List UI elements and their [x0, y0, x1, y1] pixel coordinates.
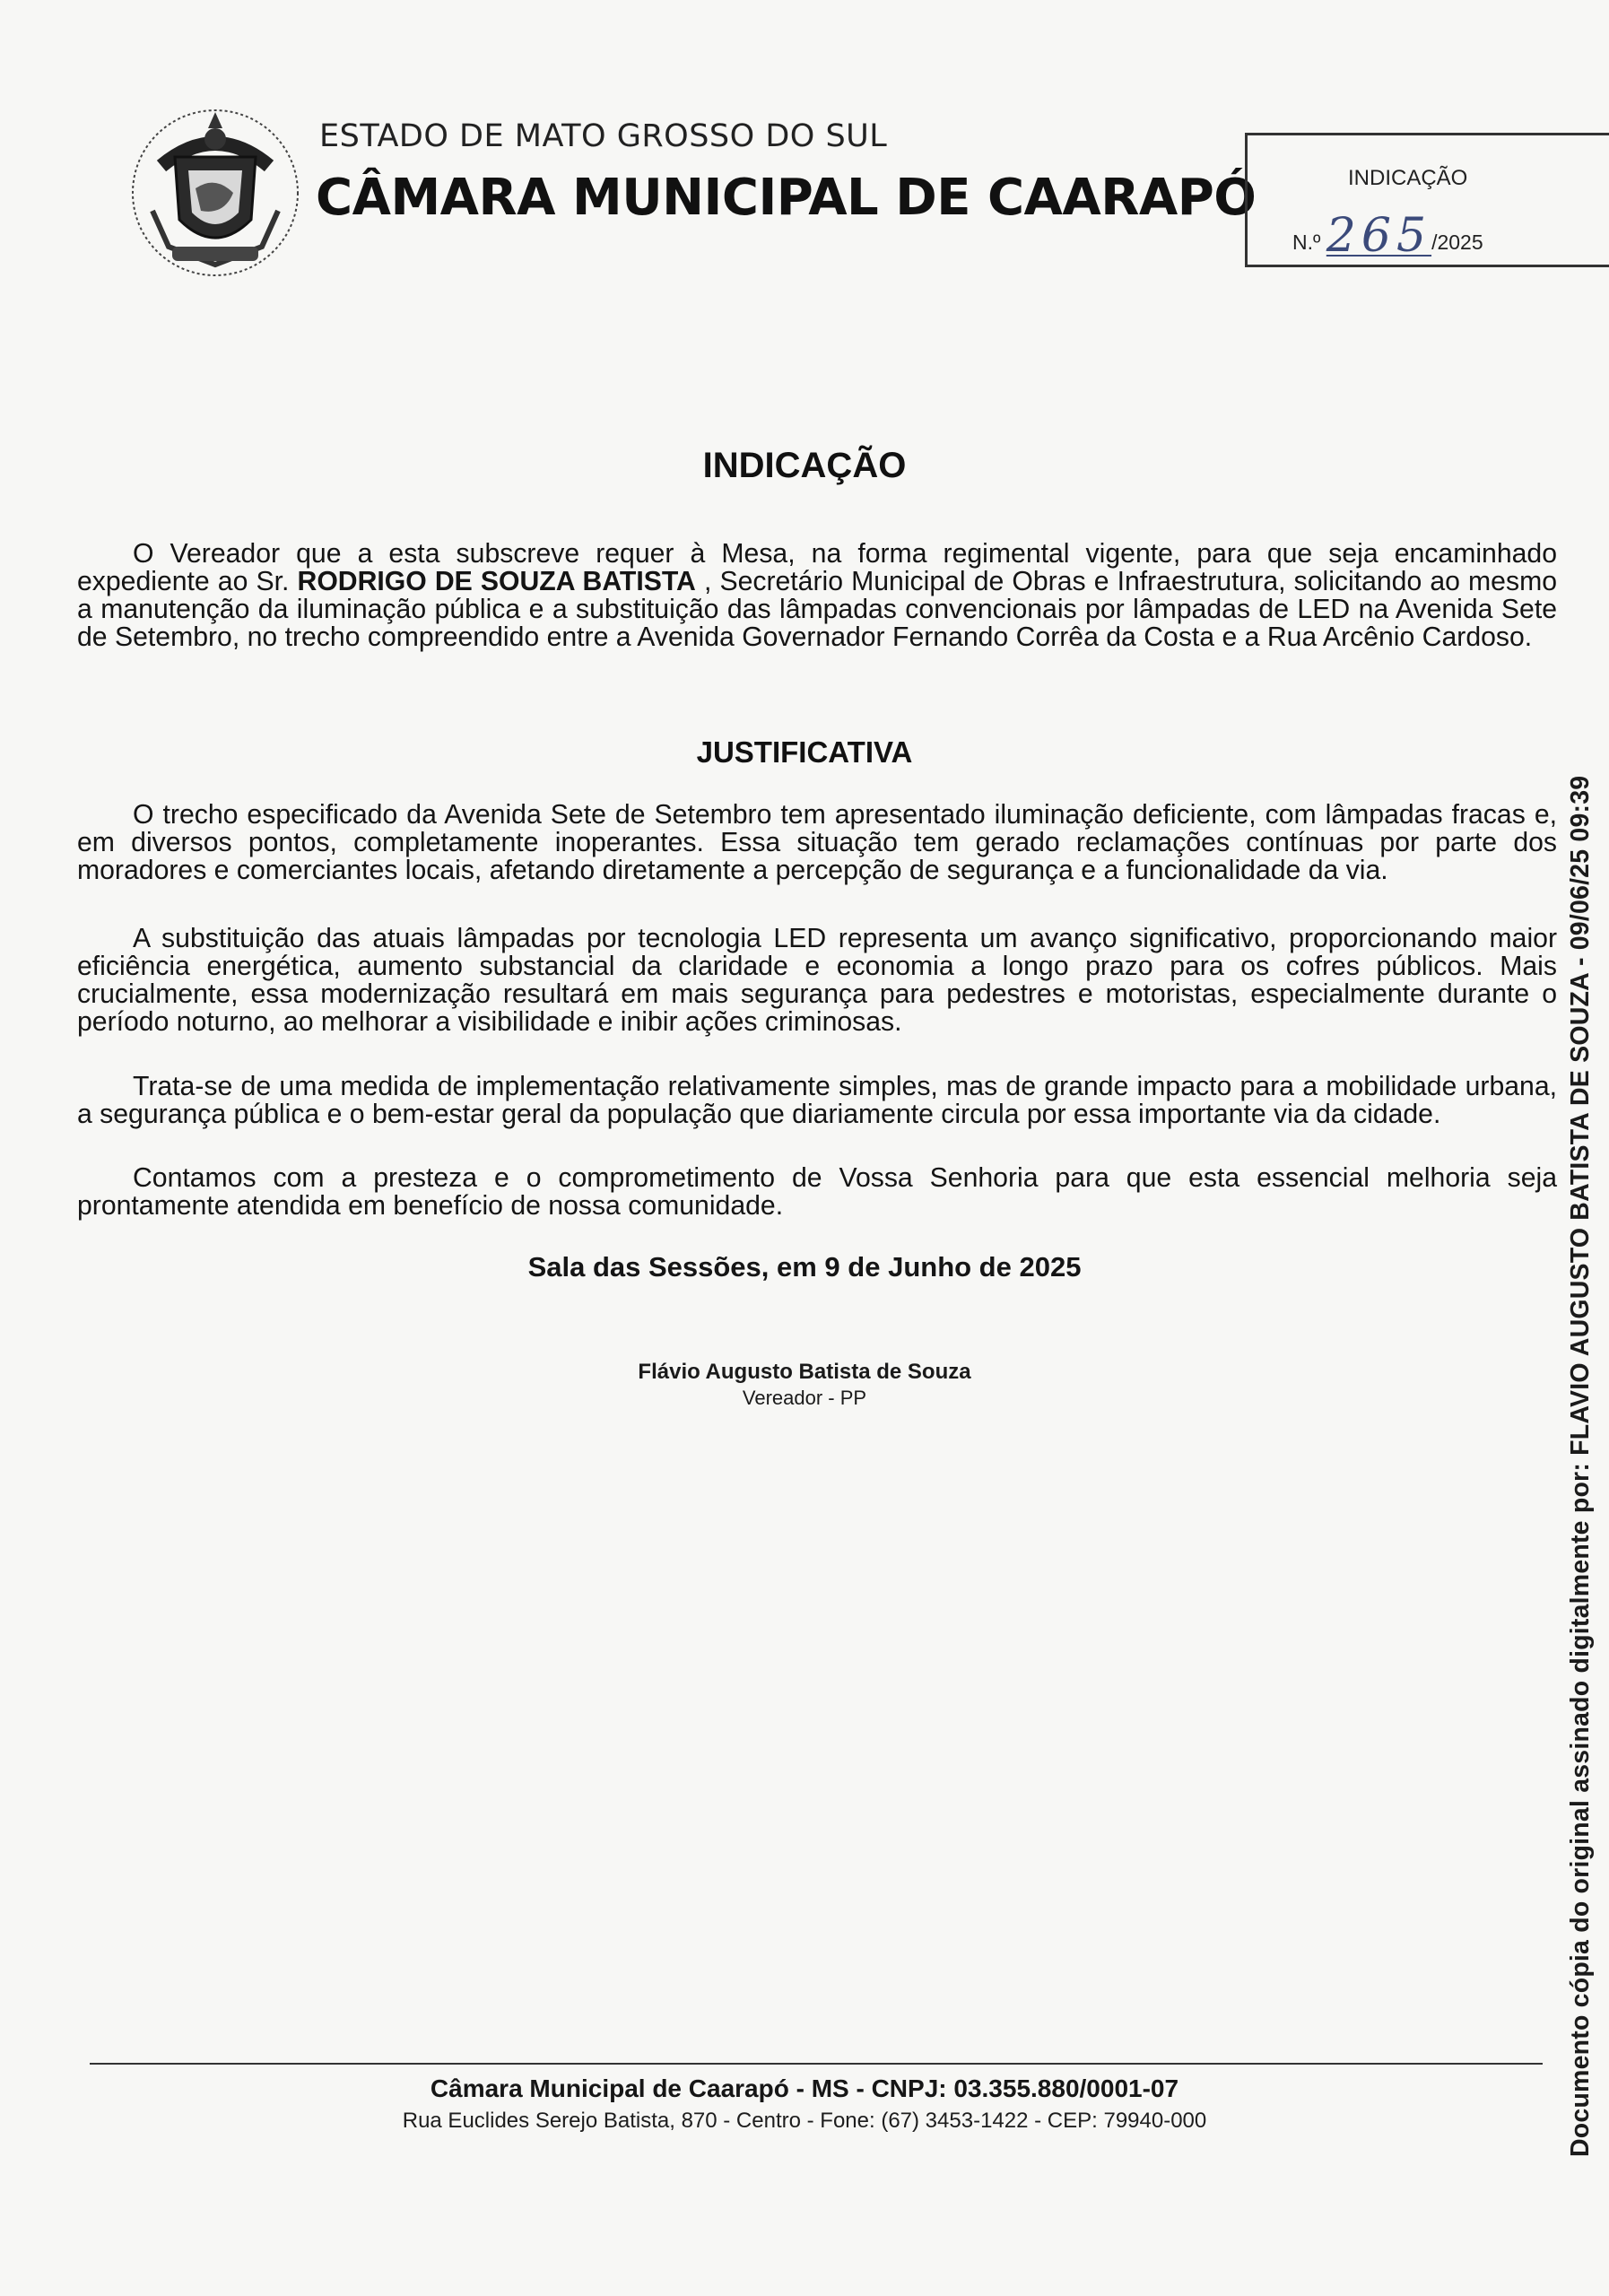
chamber-name: CÂMARA MUNICIPAL DE CAARAPÓ — [316, 169, 1257, 227]
request-rest: , Secretário Municipal de Obras e Infraestrutura, solicitando ao mesmo a manutenção da iluminação pública e a substituição das lâmpadas convencionais por lâmpadas de LED na Avenida Sete de Setembro, no trecho compreendido entre a Avenida Governador Fernando Corrêa da Costa e a Rua Arcênio Cardoso. — [77, 567, 1558, 652]
footer-divider — [90, 2063, 1543, 2065]
justification-text-2: A substituição das atuais lâmpadas por tecnologia LED representa um avanço significativo, proporcionando maior eficiência energética, aumento substancial da claridade e economia a longo prazo para os cofres públicos. Mais crucialmente, essa modernização resultará em mais segurança para pedestres e motoristas, especialmente durante o período noturno, ao melhorar a visibilidade e inibir ações criminosas. — [77, 924, 1557, 1037]
handwritten-number: 265 — [1326, 209, 1432, 263]
state-name: ESTADO DE MATO GROSSO DO SUL — [319, 118, 888, 154]
justification-text-4: Contamos com a presteza e o comprometimento de Vossa Senhoria para que esta essencial melhoria seja prontamente atendida em benefício de nossa comunidade. — [77, 1163, 1557, 1221]
document-title: INDICAÇÃO — [702, 446, 907, 485]
justification-paragraph-1 — [77, 801, 1557, 884]
footer-address: Rua Euclides Serejo Batista, 870 - Centro - Fone: (67) 3453-1422 - CEP: 79940-000 — [402, 2109, 1207, 2133]
request-paragraph — [77, 540, 1557, 651]
justification-text-1: O trecho especificado da Avenida Sete de Setembro tem apresentado iluminação deficiente, com lâmpadas fracas e, em diversos pontos, completamente inoperantes. Essa situação tem gerado reclamações contínuas por parte dos moradores e comerciantes locais, afetando diretamente a percepção de segurança e a funcionalidade da via. — [77, 800, 1557, 885]
request-lead: O Vereador que a esta subscreve requer à Mesa, na forma regimental vigente, para que seja encaminhado expediente ao Sr. — [77, 539, 1557, 596]
signer-name: Flávio Augusto Batista de Souza — [638, 1360, 971, 1384]
justification-paragraph-2 — [77, 925, 1557, 1036]
digital-signature-stamp: Documento cópia do original assinado digitalmente por: FLAVIO AUGUSTO BATISTA DE SOUZA - 09/06/25 09:39 — [1566, 775, 1595, 2157]
indication-number-box — [1245, 133, 1609, 267]
justification-paragraph-4 — [77, 1164, 1557, 1220]
justification-paragraph-3 — [77, 1073, 1557, 1128]
footer-institution: Câmara Municipal de Caarapó - MS - CNPJ: 03.355.880/0001-07 — [430, 2074, 1179, 2102]
signer-role: Vereador - PP — [742, 1387, 867, 1409]
justification-text-3: Trata-se de uma medida de implementação relativamente simples, mas de grande impacto para a mobilidade urbana, a segurança pública e o bem-estar geral da população que diariamente circula por essa importante via da cidade. — [77, 1072, 1557, 1129]
number-box-label: INDICAÇÃO — [1348, 166, 1468, 190]
number-line — [1292, 207, 1483, 261]
justification-title: JUSTIFICATIVA — [696, 735, 913, 769]
recipient-name: RODRIGO DE SOUZA BATISTA — [297, 567, 696, 596]
session-date-line: Sala das Sessões, em 9 de Junho de 2025 — [527, 1251, 1082, 1283]
number-year: /2025 — [1431, 230, 1483, 254]
chamber-seal-logo — [126, 103, 305, 278]
number-prefix: N.º — [1292, 230, 1321, 254]
